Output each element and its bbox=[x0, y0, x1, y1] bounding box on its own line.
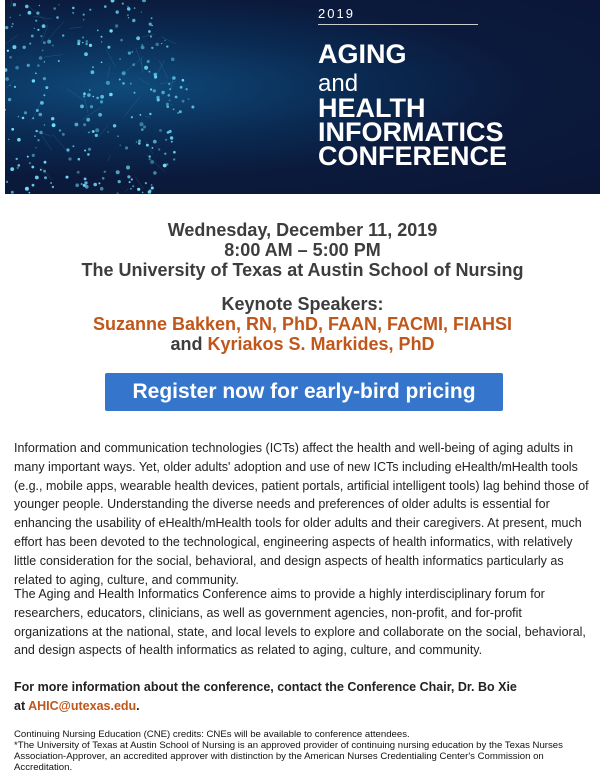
keynote-speaker-1: Suzanne Bakken, RN, PhD, FAAN, FACMI, FIAHSI bbox=[92, 314, 513, 334]
banner-title-aging: AGING bbox=[318, 39, 407, 69]
and-text: and bbox=[170, 334, 203, 354]
register-button[interactable]: Register now for early-bird pricing bbox=[105, 373, 503, 411]
divider bbox=[318, 24, 478, 25]
at-text: at bbox=[14, 698, 29, 713]
keynote-speaker-2: Kyriakos S. Markides, PhD bbox=[207, 334, 435, 354]
banner-title-and: and bbox=[318, 70, 359, 97]
intro-paragraph: Information and communication technologies (ICTs) affect the health and well-being of aging adults in many important ways. Yet, older adults' adoption and use of new ICTs including eHealth/mHealth tools (e.g., mobile apps, wearable health devices, patient portals, artificial intelligent tools) lag behind those of younger people. Understanding the diverse needs and preferences of older adults is essential for enhancing the usability of eHealth/mHealth tools for older adults and their caregivers. At present, much effort has been devoted to the technological, engineering aspects of health informatics, with relatively little consideration for the social, behavioral, and design aspects of health informatics particularly as related to aging, culture, and community. bbox=[14, 441, 589, 587]
event-time: 8:00 AM – 5:00 PM bbox=[224, 240, 381, 260]
digital-face-illustration bbox=[5, 0, 305, 194]
conference-banner bbox=[5, 0, 600, 194]
banner-title-informatics: INFORMATICS bbox=[318, 117, 504, 147]
event-venue: The University of Texas at Austin School of Nursing bbox=[81, 260, 524, 280]
event-date: Wednesday, December 11, 2019 bbox=[167, 220, 438, 240]
contact-info bbox=[14, 678, 594, 716]
banner-title-health: HEALTH bbox=[318, 93, 426, 123]
footnote-line-2: *The University of Texas at Austin School of Nursing is an approved provider of continuing nursing education by the Texas Nurses Association-Approver, an accredited approver with distinction by the American Nurses Credentialing Center's Commission on Accreditation. bbox=[14, 740, 563, 773]
keynote-heading: Keynote Speakers: bbox=[221, 294, 384, 314]
email-link[interactable]: AHIC@utexas.edu bbox=[28, 698, 137, 713]
footnote-line-1: Continuing Nursing Education (CNE) credits: CNEs will be available to conference attendees. bbox=[14, 729, 410, 740]
banner-title-conference: CONFERENCE bbox=[318, 141, 508, 171]
keynote-speaker-2-line bbox=[0, 335, 605, 354]
banner-year: 2019 bbox=[318, 6, 355, 21]
contact-text: For more information about the conference, contact the Conference Chair, Dr. Bo Xie bbox=[14, 680, 517, 694]
forum-paragraph: The Aging and Health Informatics Conference aims to provide a highly interdisciplinary forum for researchers, educators, clinicians, as well as government agencies, non-profit, and for-profit organizations at the national, state, and local levels to explore and collaborate on the social, behavioral, and design aspects of health informatics as related to aging, culture, and community. bbox=[14, 587, 586, 658]
period: . bbox=[136, 698, 140, 713]
cne-footnote bbox=[14, 729, 599, 773]
